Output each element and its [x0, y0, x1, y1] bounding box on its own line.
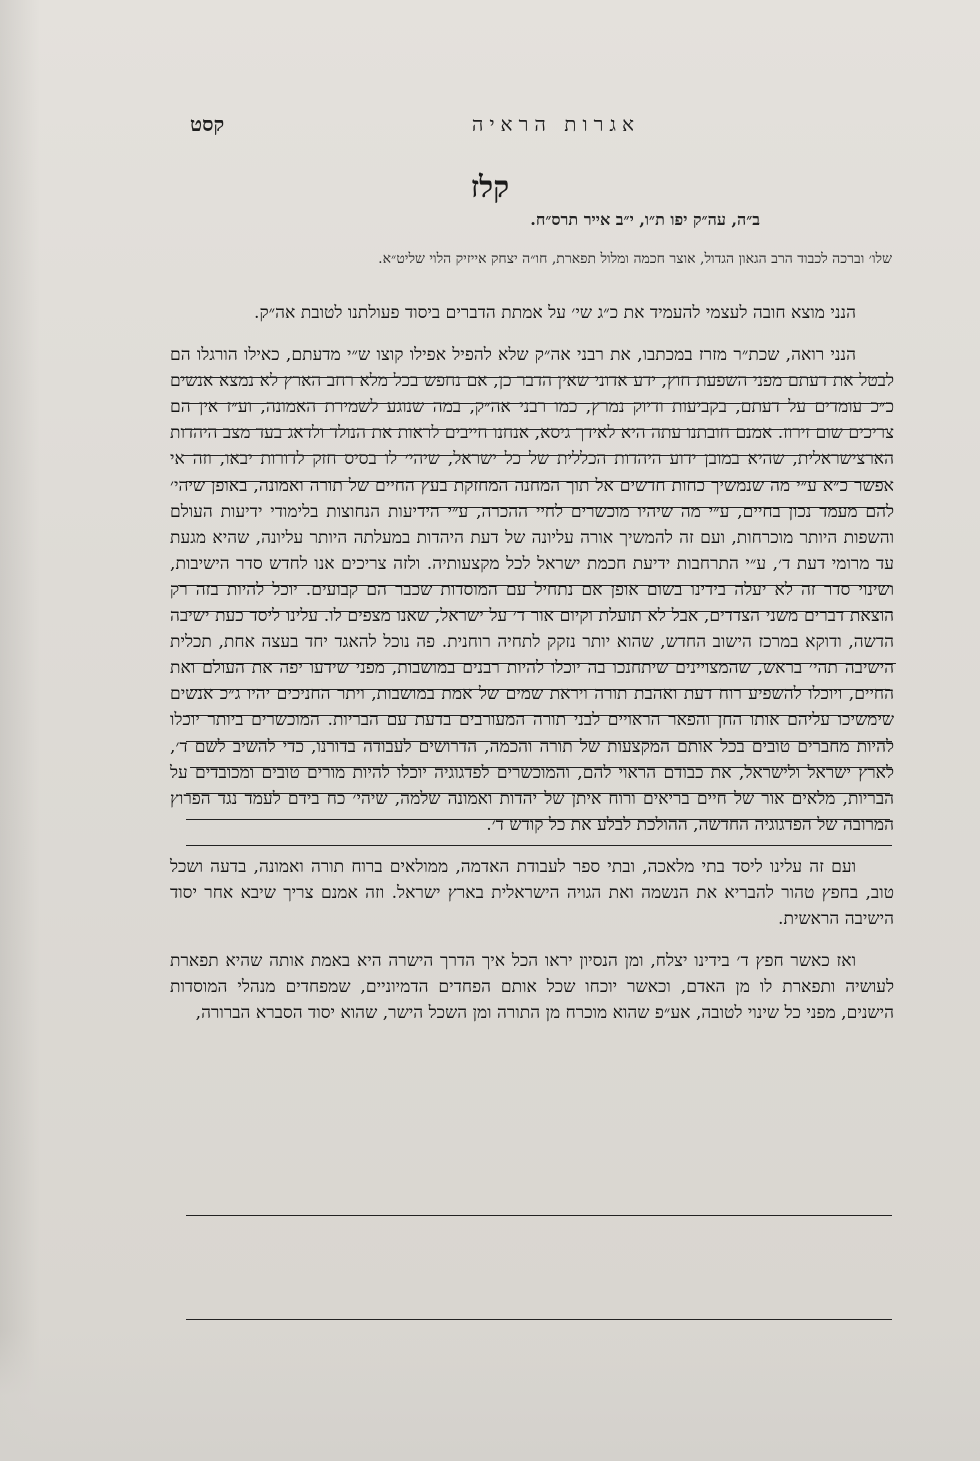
pencil-underline — [186, 663, 896, 664]
salutation: שלו׳ וברכה לכבוד הרב הגאון הגדול, אוצר חכמה ומלול תפארת, חו״ה יצחק אייזיק הלוי שליט״א. — [378, 251, 892, 267]
pencil-underline — [186, 741, 892, 742]
paragraph-1: הנני מוצא חובה לעצמי להעמיד את כ״ג שי׳ על אמתת הדברים ביסוד פעולתנו לטובת אה״ק. — [253, 303, 856, 323]
bleed-through-text — [300, 1350, 860, 1376]
pencil-underline — [186, 845, 892, 846]
running-title: אגרות הראיה — [471, 112, 640, 136]
dateline: ב״ה, עה״ק יפו ת״ו, י״ב אייר תרס״ח. — [530, 210, 760, 229]
pencil-underline — [418, 507, 888, 508]
letter-number: קלז — [470, 170, 510, 205]
paragraph-4: ואז כאשר חפץ ד׳ בידינו יצלח, ומן הנסיון יראו הכל איך הדרך הישרה היא באמת אותה שהיא תפארת לעושיה ותפארת לו מן האדם, וכאשר יוכחו שכל אותם הפחדים הדמיוניים, שמפחדים מנהלי המוסדות הישנים, מפני כל שינוי לטובה, אע״פ שהוא מוכרח מן התורה ומן השכל הישר, שהוא יסוד הסברא הברורה, — [170, 951, 894, 1024]
pencil-underline — [178, 585, 890, 586]
pencil-underline — [186, 819, 890, 820]
pencil-underline — [186, 481, 886, 482]
pencil-underline — [184, 455, 888, 456]
pencil-underline — [186, 611, 892, 612]
pencil-underline — [186, 715, 890, 716]
pencil-underline — [190, 767, 892, 768]
paragraph-2: הנני רואה, שכת״ר מזרז במכתבו, את רבני אה״ק שלא להפיל אפילו קוצו ש״י מדעתם, כאילו הורגלו הם לבטל את דעתם מפני השפעת חוץ, ידע אדוני שאין הדבר כן, אם נחפש בכל מלא רחב הארץ לא נמצא אנשים כ״כ עומדים על דעתם, בקביעות ודיוק נמרץ, כמו רבני אה״ק, במה שנוגע לשמירת האמונה, וע״ז אין הם צריכים שום זירוז. אמנם חובתנו עתה היא לאידך גיסא, אנחנו חייבים לראות את הנולד ולדאג בעד מצב היהדות הארצישראלית, שהיא במובן ידוע היהדות הכללית של כל ישראל, שיהי׳ לו בסיס חזק לדורות יבאו, וזה אי אפשר כ״א ע״י מה שנמשיך כחות חדשים אל תוך המחנה המחזקת בעץ החיים של תורה ואמונה, באופן שיהי׳ להם מעמד נכון בחיים, ע״י מה שיהיו מוכשרים לחיי ההכרה, ע״י הידיעות הנחוצות בלימודי ידיעות העולם והשפות היותר מוכרחות, ועם זה להמשיך אורה עליונה של דעת היהדות במעלתה היותר עליונה, שהיא מגעת עד מרומי דעת ד׳, ע״י התרחבות ידיעת חכמת ישראל לכל מקצעותיה. ולזה צריכים אנו לחדש סדר הישיבות, ושינוי סדר זה לא יעלה בידינו בשום אופן אם נתחיל עם המוסדות שכבר הם קבועים. יוכל להיות בזה רק הוצאת דברים משני הצדדים, אבל לא תועלת וקיום אור ד׳ על ישראל, שאנו מצפים לו. עלינו ליסד כעת ישיבה הדשה, ודוקא במרכז הישוב החדש, שהוא יותר נזקק לתחיה רוחנית. פה נוכל להאגד יחד בעצה אחת, תכלית הישיבה תהי׳ בראש, שהמצויינים שיתחנכו בה יוכלו להיות רבנים במושבות, מפני שידעו יפה את העולם ואת החיים, ויוכלו להשפיע רוח דעת ואהבת תורה ויראת שמים של אמת במושבות, ויתר החניכים יהיו ג״כ אנשים שימשיכו עליהם אותו החן והפאר הראויים לבני תורה המעורבים בדעת עם הבריות. המוכשרים ביותר יוכלו להיות מחברים טובים בכל אותם המקצעות של תורה והכמה, הדרושים לעבודה בדורנו, כדי להשיב לשם ד׳, לארץ ישראל ולישראל, את כבודם הראוי להם, והמוכשרים לפדגוגיה יוכלו להיות מורים טובים ומכובדים על הבריות, מלאים אור של חיים בריאים ורוח איתן של יהדות ואמונה שלמה, שיהי׳ כח בידם לעמד נגד הפרוץ המרובה של הפדגוגיה החדשה, ההולכת לבלע את כל קודש ד׳. — [170, 345, 894, 835]
page-header — [190, 112, 790, 142]
paragraph-3: ועם זה עלינו ליסד בתי מלאכה, ובתי ספר לעבודת האדמה, ממולאים ברוח תורה ואמונה, בדעה ושכל טוב, בחפץ טהור להבריא את הנשמה ואת הגויה הישראלית בארץ ישראל. וזה אמנם צריך שיבא אחר יסוד הישיבה הראשית. — [170, 856, 894, 930]
page-number: קסט — [190, 112, 225, 136]
pencil-underline — [186, 1215, 892, 1216]
pencil-underline — [180, 377, 892, 378]
pencil-underline — [182, 429, 888, 430]
pencil-underline — [188, 403, 888, 404]
pencil-underline — [186, 1319, 892, 1320]
page-shadow — [0, 0, 40, 1461]
pencil-underline — [186, 793, 890, 794]
pencil-underline — [190, 689, 890, 690]
